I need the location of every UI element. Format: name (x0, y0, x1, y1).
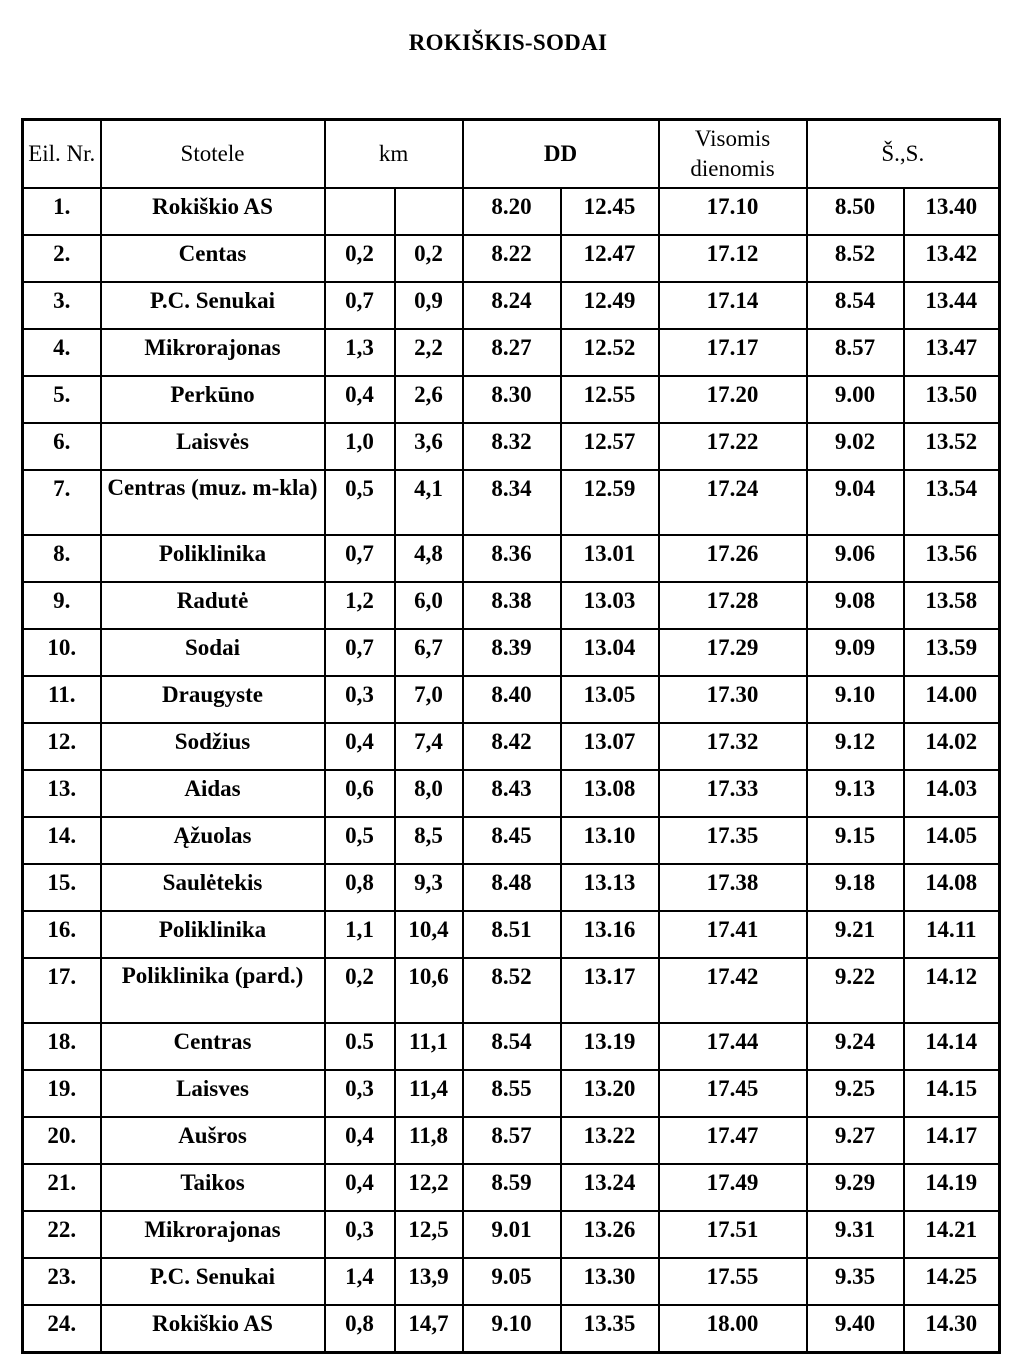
weekday-time-2: 12.47 (561, 235, 659, 282)
weekend-time-1: 8.52 (807, 235, 904, 282)
weekend-time-1: 8.54 (807, 282, 904, 329)
weekday-time-2: 13.03 (561, 582, 659, 629)
weekend-time-2: 13.54 (904, 470, 1000, 535)
weekend-time-2: 14.00 (904, 676, 1000, 723)
stop-name: Rokiškio AS (101, 188, 325, 235)
weekday-time-2: 13.35 (561, 1305, 659, 1353)
weekday-time-1: 9.05 (463, 1258, 561, 1305)
segment-km: 0,2 (325, 235, 395, 282)
row-number: 14. (23, 817, 101, 864)
total-km (395, 188, 463, 235)
segment-km: 0,2 (325, 958, 395, 1023)
weekday-time-1: 8.38 (463, 582, 561, 629)
weekday-time-2: 13.19 (561, 1023, 659, 1070)
weekend-time-1: 9.12 (807, 723, 904, 770)
total-km: 12,5 (395, 1211, 463, 1258)
weekday-time-1: 8.24 (463, 282, 561, 329)
weekend-time-2: 14.21 (904, 1211, 1000, 1258)
table-row (23, 1211, 1000, 1258)
segment-km (325, 188, 395, 235)
weekday-time-2: 13.24 (561, 1164, 659, 1211)
row-number: 10. (23, 629, 101, 676)
segment-km: 0.5 (325, 1023, 395, 1070)
weekend-time-2: 14.19 (904, 1164, 1000, 1211)
all-days-time: 17.12 (659, 235, 807, 282)
weekend-time-1: 9.10 (807, 676, 904, 723)
weekend-time-2: 14.14 (904, 1023, 1000, 1070)
table-row (23, 1258, 1000, 1305)
row-number: 11. (23, 676, 101, 723)
total-km: 6,7 (395, 629, 463, 676)
total-km: 12,2 (395, 1164, 463, 1211)
weekday-time-2: 12.57 (561, 423, 659, 470)
weekday-time-2: 13.07 (561, 723, 659, 770)
weekday-time-1: 8.20 (463, 188, 561, 235)
weekend-time-1: 9.18 (807, 864, 904, 911)
stop-name: Radutė (101, 582, 325, 629)
weekend-time-2: 13.58 (904, 582, 1000, 629)
table-row (23, 376, 1000, 423)
row-number: 6. (23, 423, 101, 470)
weekend-time-1: 9.21 (807, 911, 904, 958)
weekday-time-2: 13.20 (561, 1070, 659, 1117)
stop-name: Saulėtekis (101, 864, 325, 911)
all-days-time: 17.47 (659, 1117, 807, 1164)
weekday-time-2: 13.08 (561, 770, 659, 817)
segment-km: 0,4 (325, 723, 395, 770)
total-km: 8,5 (395, 817, 463, 864)
total-km: 13,9 (395, 1258, 463, 1305)
segment-km: 0,7 (325, 629, 395, 676)
all-days-time: 18.00 (659, 1305, 807, 1353)
stop-name: Mikrorajonas (101, 1211, 325, 1258)
row-number: 20. (23, 1117, 101, 1164)
weekend-time-1: 9.06 (807, 535, 904, 582)
weekday-time-1: 8.27 (463, 329, 561, 376)
row-number: 15. (23, 864, 101, 911)
table-row (23, 188, 1000, 235)
weekday-time-1: 9.10 (463, 1305, 561, 1353)
total-km: 11,4 (395, 1070, 463, 1117)
table-row (23, 1023, 1000, 1070)
table-row (23, 582, 1000, 629)
row-number: 13. (23, 770, 101, 817)
stop-name: Aušros (101, 1117, 325, 1164)
weekend-time-1: 9.31 (807, 1211, 904, 1258)
weekend-time-2: 13.50 (904, 376, 1000, 423)
weekend-time-2: 14.17 (904, 1117, 1000, 1164)
table-row (23, 470, 1000, 535)
segment-km: 0,5 (325, 470, 395, 535)
weekend-time-1: 9.09 (807, 629, 904, 676)
segment-km: 0,8 (325, 1305, 395, 1353)
row-number: 19. (23, 1070, 101, 1117)
segment-km: 0,5 (325, 817, 395, 864)
total-km: 11,8 (395, 1117, 463, 1164)
weekday-time-1: 8.51 (463, 911, 561, 958)
weekend-time-1: 9.24 (807, 1023, 904, 1070)
weekday-time-2: 12.49 (561, 282, 659, 329)
weekday-time-2: 13.30 (561, 1258, 659, 1305)
total-km: 0,2 (395, 235, 463, 282)
stop-name: P.C. Senukai (101, 1258, 325, 1305)
header-all-days: Visomis dienomis (659, 120, 807, 189)
stop-name: Mikrorajonas (101, 329, 325, 376)
segment-km: 1,0 (325, 423, 395, 470)
header-km: km (325, 120, 463, 189)
table-row (23, 958, 1000, 1023)
table-row (23, 535, 1000, 582)
weekday-time-1: 8.43 (463, 770, 561, 817)
all-days-time: 17.35 (659, 817, 807, 864)
weekend-time-1: 9.04 (807, 470, 904, 535)
stop-name: Poliklinika (101, 911, 325, 958)
weekday-time-1: 8.40 (463, 676, 561, 723)
all-days-time: 17.41 (659, 911, 807, 958)
total-km: 3,6 (395, 423, 463, 470)
segment-km: 0,3 (325, 676, 395, 723)
row-number: 16. (23, 911, 101, 958)
weekend-time-1: 9.22 (807, 958, 904, 1023)
stop-name: P.C. Senukai (101, 282, 325, 329)
weekday-time-1: 9.01 (463, 1211, 561, 1258)
segment-km: 1,3 (325, 329, 395, 376)
weekday-time-2: 13.10 (561, 817, 659, 864)
weekend-time-2: 13.44 (904, 282, 1000, 329)
all-days-time: 17.30 (659, 676, 807, 723)
total-km: 10,6 (395, 958, 463, 1023)
table-row (23, 723, 1000, 770)
stop-name: Sodai (101, 629, 325, 676)
table-row (23, 676, 1000, 723)
segment-km: 0,8 (325, 864, 395, 911)
total-km: 9,3 (395, 864, 463, 911)
weekend-time-2: 14.05 (904, 817, 1000, 864)
all-days-time: 17.44 (659, 1023, 807, 1070)
weekday-time-2: 13.26 (561, 1211, 659, 1258)
total-km: 7,4 (395, 723, 463, 770)
weekend-time-1: 9.08 (807, 582, 904, 629)
weekday-time-1: 8.22 (463, 235, 561, 282)
table-row (23, 629, 1000, 676)
stop-name: Perkūno (101, 376, 325, 423)
row-number: 2. (23, 235, 101, 282)
table-row (23, 1070, 1000, 1117)
weekend-time-2: 13.47 (904, 329, 1000, 376)
stop-name: Centas (101, 235, 325, 282)
row-number: 23. (23, 1258, 101, 1305)
weekend-time-2: 14.12 (904, 958, 1000, 1023)
table-row (23, 423, 1000, 470)
stop-name: Draugyste (101, 676, 325, 723)
row-number: 18. (23, 1023, 101, 1070)
all-days-time: 17.10 (659, 188, 807, 235)
weekend-time-2: 14.11 (904, 911, 1000, 958)
row-number: 7. (23, 470, 101, 535)
header-dd: DD (463, 120, 659, 189)
segment-km: 0,3 (325, 1070, 395, 1117)
weekend-time-1: 8.50 (807, 188, 904, 235)
row-number: 1. (23, 188, 101, 235)
table-row (23, 817, 1000, 864)
weekend-time-1: 9.15 (807, 817, 904, 864)
weekend-time-2: 14.08 (904, 864, 1000, 911)
weekday-time-2: 13.22 (561, 1117, 659, 1164)
weekend-time-2: 14.15 (904, 1070, 1000, 1117)
total-km: 14,7 (395, 1305, 463, 1353)
header-row (23, 120, 1000, 189)
weekday-time-1: 8.39 (463, 629, 561, 676)
weekday-time-1: 8.32 (463, 423, 561, 470)
segment-km: 0,4 (325, 1117, 395, 1164)
weekday-time-1: 8.42 (463, 723, 561, 770)
total-km: 4,1 (395, 470, 463, 535)
row-number: 5. (23, 376, 101, 423)
row-number: 24. (23, 1305, 101, 1353)
weekend-time-2: 14.25 (904, 1258, 1000, 1305)
weekday-time-2: 13.13 (561, 864, 659, 911)
stop-name: Aidas (101, 770, 325, 817)
weekend-time-2: 13.52 (904, 423, 1000, 470)
total-km: 7,0 (395, 676, 463, 723)
weekday-time-2: 13.17 (561, 958, 659, 1023)
table-row (23, 282, 1000, 329)
total-km: 10,4 (395, 911, 463, 958)
total-km: 2,2 (395, 329, 463, 376)
weekday-time-2: 13.04 (561, 629, 659, 676)
weekday-time-2: 13.16 (561, 911, 659, 958)
table-row (23, 770, 1000, 817)
weekend-time-2: 14.30 (904, 1305, 1000, 1353)
page-title: ROKIŠKIS-SODAI (408, 30, 608, 55)
table-row (23, 1164, 1000, 1211)
stop-name: Laisvės (101, 423, 325, 470)
total-km: 8,0 (395, 770, 463, 817)
weekday-time-2: 12.59 (561, 470, 659, 535)
row-number: 22. (23, 1211, 101, 1258)
row-number: 21. (23, 1164, 101, 1211)
weekend-time-1: 9.27 (807, 1117, 904, 1164)
all-days-time: 17.51 (659, 1211, 807, 1258)
row-number: 17. (23, 958, 101, 1023)
total-km: 2,6 (395, 376, 463, 423)
weekend-time-1: 8.57 (807, 329, 904, 376)
weekday-time-2: 12.52 (561, 329, 659, 376)
weekend-time-1: 9.13 (807, 770, 904, 817)
table-row (23, 329, 1000, 376)
stop-name: Rokiškio AS (101, 1305, 325, 1353)
weekend-time-2: 13.59 (904, 629, 1000, 676)
weekend-time-1: 9.25 (807, 1070, 904, 1117)
weekend-time-1: 9.00 (807, 376, 904, 423)
all-days-time: 17.32 (659, 723, 807, 770)
weekday-time-1: 8.36 (463, 535, 561, 582)
weekend-time-2: 14.03 (904, 770, 1000, 817)
all-days-time: 17.33 (659, 770, 807, 817)
weekday-time-1: 8.54 (463, 1023, 561, 1070)
total-km: 11,1 (395, 1023, 463, 1070)
weekday-time-1: 8.30 (463, 376, 561, 423)
all-days-time: 17.29 (659, 629, 807, 676)
total-km: 6,0 (395, 582, 463, 629)
row-number: 4. (23, 329, 101, 376)
header-nr: Eil. Nr. (23, 120, 101, 189)
all-days-time: 17.22 (659, 423, 807, 470)
total-km: 4,8 (395, 535, 463, 582)
weekend-time-1: 9.40 (807, 1305, 904, 1353)
total-km: 0,9 (395, 282, 463, 329)
all-days-time: 17.14 (659, 282, 807, 329)
weekday-time-1: 8.34 (463, 470, 561, 535)
weekend-time-2: 13.42 (904, 235, 1000, 282)
weekday-time-1: 8.55 (463, 1070, 561, 1117)
stop-name: Poliklinika (101, 535, 325, 582)
weekday-time-1: 8.45 (463, 817, 561, 864)
header-stop: Stotele (101, 120, 325, 189)
segment-km: 0,4 (325, 1164, 395, 1211)
all-days-time: 17.26 (659, 535, 807, 582)
weekday-time-1: 8.48 (463, 864, 561, 911)
stop-name: Centras (muz. m-kla) (101, 470, 325, 535)
table-row (23, 1305, 1000, 1353)
stop-name: Centras (101, 1023, 325, 1070)
stop-name: Poliklinika (pard.) (101, 958, 325, 1023)
segment-km: 0,7 (325, 535, 395, 582)
weekday-time-1: 8.59 (463, 1164, 561, 1211)
stop-name: Laisves (101, 1070, 325, 1117)
segment-km: 1,2 (325, 582, 395, 629)
segment-km: 1,4 (325, 1258, 395, 1305)
stop-name: Taikos (101, 1164, 325, 1211)
segment-km: 0,4 (325, 376, 395, 423)
all-days-time: 17.55 (659, 1258, 807, 1305)
table-row (23, 235, 1000, 282)
weekend-time-1: 9.02 (807, 423, 904, 470)
schedule-table (21, 118, 1001, 1354)
all-days-time: 17.38 (659, 864, 807, 911)
weekday-time-2: 13.01 (561, 535, 659, 582)
table-row (23, 1117, 1000, 1164)
header-weekend: Š.,S. (807, 120, 1000, 189)
stop-name: Sodžius (101, 723, 325, 770)
all-days-time: 17.42 (659, 958, 807, 1023)
segment-km: 0,6 (325, 770, 395, 817)
weekend-time-2: 13.40 (904, 188, 1000, 235)
all-days-time: 17.49 (659, 1164, 807, 1211)
stop-name: Ąžuolas (101, 817, 325, 864)
all-days-time: 17.24 (659, 470, 807, 535)
row-number: 9. (23, 582, 101, 629)
weekend-time-1: 9.35 (807, 1258, 904, 1305)
weekend-time-1: 9.29 (807, 1164, 904, 1211)
weekday-time-1: 8.52 (463, 958, 561, 1023)
weekday-time-2: 12.55 (561, 376, 659, 423)
segment-km: 0,3 (325, 1211, 395, 1258)
weekday-time-1: 8.57 (463, 1117, 561, 1164)
all-days-time: 17.28 (659, 582, 807, 629)
weekday-time-2: 12.45 (561, 188, 659, 235)
weekend-time-2: 13.56 (904, 535, 1000, 582)
all-days-time: 17.17 (659, 329, 807, 376)
weekend-time-2: 14.02 (904, 723, 1000, 770)
row-number: 8. (23, 535, 101, 582)
row-number: 3. (23, 282, 101, 329)
table-row (23, 864, 1000, 911)
segment-km: 1,1 (325, 911, 395, 958)
table-row (23, 911, 1000, 958)
segment-km: 0,7 (325, 282, 395, 329)
row-number: 12. (23, 723, 101, 770)
weekday-time-2: 13.05 (561, 676, 659, 723)
all-days-time: 17.45 (659, 1070, 807, 1117)
all-days-time: 17.20 (659, 376, 807, 423)
